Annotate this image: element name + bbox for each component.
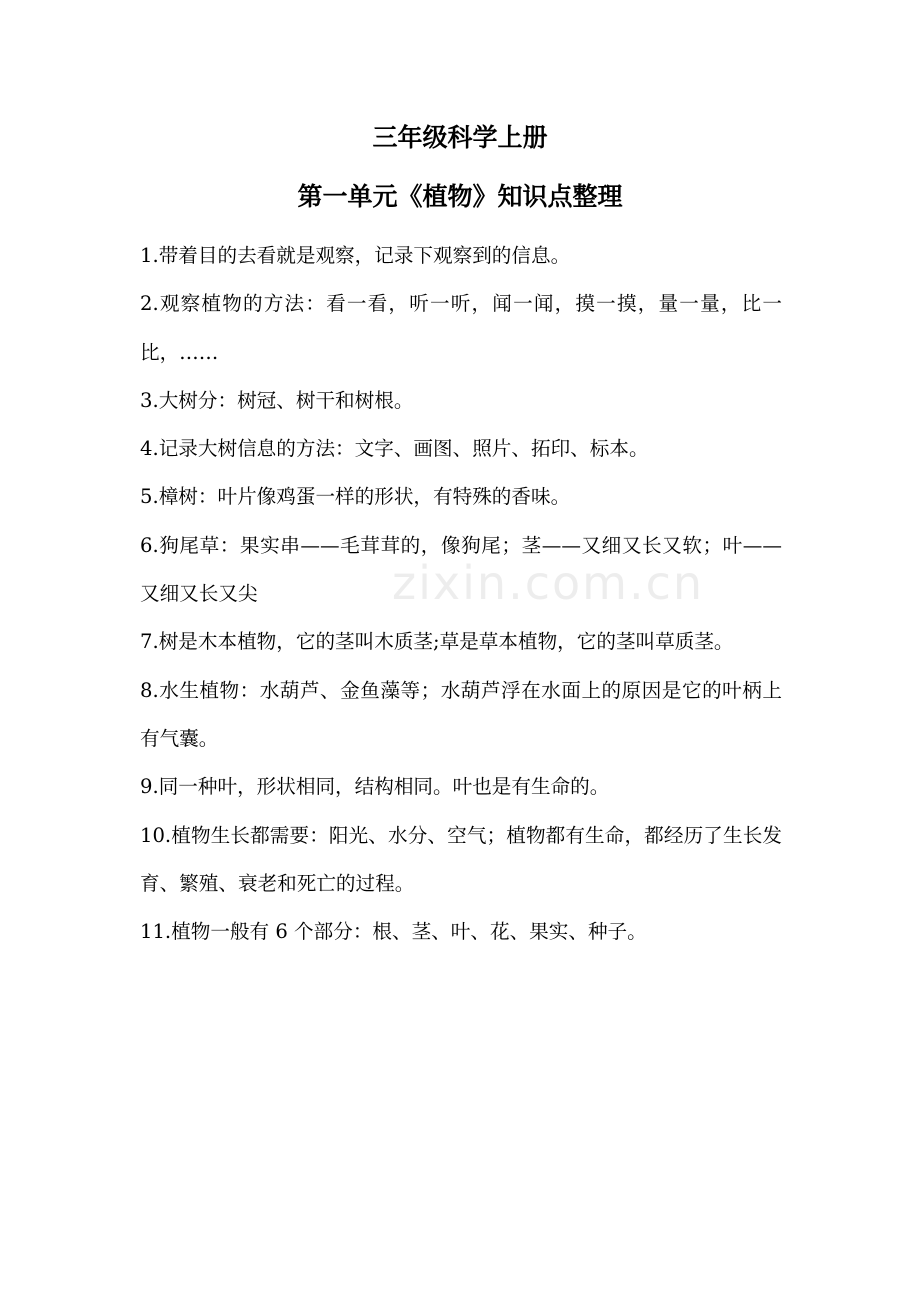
knowledge-point-8: 8.水生植物：水葫芦、金鱼藻等；水葫芦浮在水面上的原因是它的叶柄上有气囊。 (140, 678, 782, 750)
knowledge-point-11: 11.植物一般有 6 个部分：根、茎、叶、花、果实、种子。 (140, 920, 647, 944)
knowledge-point-7: 7.树是木本植物，它的茎叫木质茎;草是草本植物，它的茎叫草质茎。 (140, 630, 734, 654)
document-title: 三年级科学上册 (372, 123, 548, 152)
knowledge-point-4: 4.记录大树信息的方法：文字、画图、照片、拓印、标本。 (140, 437, 649, 461)
knowledge-point-5: 5.樟树：叶片像鸡蛋一样的形状，有特殊的香味。 (140, 485, 571, 509)
knowledge-point-list (140, 232, 782, 956)
document-subtitle: 第一单元《植物》知识点整理 (297, 182, 623, 211)
knowledge-point-9: 9.同一种叶，形状相同，结构相同。叶也是有生命的。 (140, 775, 610, 799)
knowledge-point-3: 3.大树分：树冠、树干和树根。 (140, 388, 414, 412)
knowledge-point-2: 2.观察植物的方法：看一看，听一听，闻一闻，摸一摸，量一量，比一比，…… (140, 292, 782, 364)
watermark: zixin.com.cn (392, 556, 705, 610)
knowledge-point-1: 1.带着目的去看就是观察，记录下观察到的信息。 (140, 244, 571, 267)
knowledge-point-10: 10.植物生长都需要：阳光、水分、空气；植物都有生命，都经历了生长发育、繁殖、衰老和死亡的过程。 (140, 823, 782, 895)
knowledge-point-6: 6.狗尾草：果实串——毛茸茸的，像狗尾；茎——又细又长又软；叶——又细又长又尖 (140, 533, 782, 606)
